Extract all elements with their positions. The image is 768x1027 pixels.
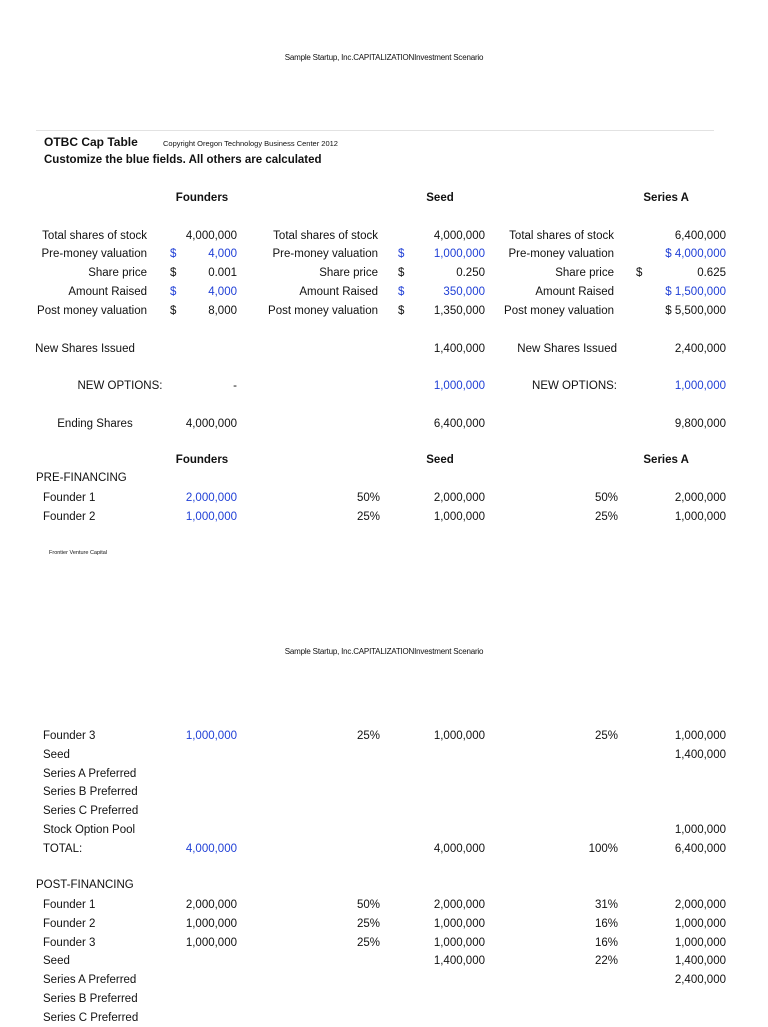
- founders-value[interactable]: 2,000,000: [185, 492, 237, 504]
- row-name: Seed: [43, 748, 70, 761]
- row-name: Founder 1: [43, 899, 96, 911]
- founders-percent: 25%: [356, 511, 380, 523]
- cap-table-title: OTBC Cap Table: [44, 135, 138, 149]
- row-name: Series B Preferred: [43, 993, 138, 1005]
- table-row: [0, 915, 768, 933]
- table-row: [0, 508, 768, 526]
- seed-value: 2,000,000: [433, 899, 485, 911]
- seed-value: 4,000,000: [433, 842, 485, 855]
- row-label: Amount Raised: [299, 286, 378, 298]
- table-row: [0, 746, 768, 764]
- founders-percent: 50%: [356, 899, 380, 911]
- seed-value: 6,400,000: [433, 418, 485, 430]
- series-a-value: 2,400,000: [674, 974, 726, 987]
- seed-value: 0.250: [456, 267, 485, 279]
- series-a-input[interactable]: $ 1,500,000: [665, 286, 726, 298]
- series-a-value: 1,400,000: [674, 748, 726, 761]
- table-row: [0, 971, 768, 989]
- seed-value: 4,000,000: [433, 230, 485, 242]
- row-label: Amount Raised: [68, 286, 147, 298]
- founders-percent: 25%: [356, 730, 380, 742]
- post-financing-label: POST-FINANCING: [36, 879, 134, 891]
- row-label: Pre-money valuation: [508, 248, 614, 260]
- founders-value: 8,000: [208, 305, 237, 317]
- table-row: [0, 727, 768, 745]
- dollar-sign: $: [170, 267, 177, 279]
- row-label: Post money valuation: [268, 305, 378, 317]
- series-a-value: 2,000,000: [674, 492, 726, 504]
- dollar-sign: $: [398, 305, 405, 317]
- row-label: NEW OPTIONS:: [532, 380, 617, 392]
- row-name: Founder 3: [43, 730, 96, 742]
- table-row: [0, 934, 768, 952]
- founders-value: -: [233, 380, 237, 392]
- founders-value: 2,000,000: [185, 899, 237, 911]
- col-header-founders: Founders: [175, 192, 229, 204]
- table-row: [0, 489, 768, 507]
- table-row: [0, 802, 768, 820]
- seed-percent: 31%: [594, 899, 618, 911]
- row-label: Share price: [88, 267, 147, 279]
- founders-value: 4,000,000: [185, 230, 237, 242]
- pre-financing-label: PRE-FINANCING: [36, 472, 127, 484]
- row-ending-shares: [0, 415, 768, 433]
- founders-value: 1,000,000: [185, 936, 237, 949]
- row-label: Post money valuation: [504, 305, 614, 317]
- series-a-value: 9,800,000: [674, 418, 726, 430]
- series-a-value: 1,000,000: [674, 917, 726, 930]
- row-name: Seed: [43, 955, 70, 968]
- row-label: New Shares Issued: [517, 343, 617, 355]
- founders-percent: 50%: [356, 492, 380, 504]
- row-label: Total shares of stock: [509, 230, 614, 242]
- seed-input[interactable]: 350,000: [443, 286, 485, 298]
- row-name: TOTAL:: [43, 842, 83, 855]
- row-label: NEW OPTIONS:: [77, 380, 163, 392]
- table-row: [0, 783, 768, 801]
- seed-value: 1,350,000: [433, 305, 485, 317]
- col-header-seed: Seed: [426, 454, 454, 466]
- series-a-value: 2,400,000: [674, 343, 726, 355]
- founders-percent: 25%: [356, 917, 380, 930]
- table-row: [0, 765, 768, 783]
- seed-value: 1,400,000: [433, 955, 485, 968]
- row-label: Pre-money valuation: [41, 248, 147, 260]
- founders-value[interactable]: 4,000,000: [185, 842, 237, 855]
- seed-value: 1,000,000: [433, 936, 485, 949]
- col-header-series-a: Series A: [643, 192, 689, 204]
- row-label: Amount Raised: [535, 286, 614, 298]
- row-label: Post money valuation: [37, 305, 147, 317]
- row-name: Stock Option Pool: [43, 824, 136, 836]
- table-row: [0, 990, 768, 1008]
- col-header-founders: Founders: [175, 454, 229, 466]
- col-header-seed: Seed: [426, 192, 454, 204]
- row-name: Series A Preferred: [43, 767, 137, 780]
- row-total-shares: [0, 227, 768, 245]
- row-name: Series C Preferred: [43, 805, 139, 818]
- col-header-series-a: Series A: [643, 454, 689, 466]
- row-label: Share price: [555, 267, 614, 279]
- series-a-value: 1,000,000: [674, 511, 726, 523]
- founders-input[interactable]: 4,000: [208, 286, 237, 298]
- row-name: Founder 2: [43, 511, 96, 523]
- founders-value: 1,000,000: [185, 917, 237, 930]
- table-row: [0, 896, 768, 914]
- row-label: New Shares Issued: [35, 343, 135, 355]
- seed-percent: 16%: [594, 936, 618, 949]
- series-a-value: $ 5,500,000: [665, 305, 726, 317]
- row-name: Founder 2: [43, 917, 96, 930]
- dollar-sign: $: [398, 267, 405, 279]
- page-header: Sample Startup, Inc.CAPITALIZATIONInvestment Scenario: [284, 647, 484, 656]
- table-row: [0, 821, 768, 839]
- series-a-value: 1,000,000: [674, 936, 726, 949]
- dollar-sign: $: [398, 248, 405, 260]
- dollar-sign: $: [170, 248, 177, 260]
- seed-percent: 16%: [594, 917, 618, 930]
- series-a-value: 2,000,000: [674, 899, 726, 911]
- row-new-shares: [0, 340, 768, 358]
- dollar-sign: $: [398, 286, 405, 298]
- table-row: [0, 840, 768, 858]
- row-pre-money: [0, 245, 768, 263]
- seed-percent: 25%: [594, 511, 618, 523]
- row-label: Ending Shares: [57, 418, 133, 430]
- series-a-value: 0.625: [697, 267, 726, 279]
- seed-percent: 25%: [594, 730, 618, 742]
- page-header: Sample Startup, Inc.CAPITALIZATIONInvestment Scenario: [284, 53, 484, 62]
- footer-note: Frontier Venture Capital: [49, 550, 108, 556]
- founders-value[interactable]: 1,000,000: [185, 511, 237, 523]
- instructions: Customize the blue fields. All others are calculated: [44, 154, 322, 166]
- series-a-input[interactable]: $ 4,000,000: [665, 248, 726, 260]
- row-name: Founder 3: [43, 936, 96, 949]
- row-share-price: [0, 264, 768, 282]
- row-post-money: [0, 302, 768, 320]
- seed-input[interactable]: 1,000,000: [433, 248, 485, 260]
- row-name: Series C Preferred: [43, 1011, 139, 1024]
- row-label: Total shares of stock: [273, 230, 378, 242]
- dollar-sign: $: [170, 286, 177, 298]
- seed-percent: 100%: [588, 842, 618, 855]
- series-a-input[interactable]: 1,000,000: [674, 380, 726, 392]
- dollar-sign: $: [636, 267, 643, 279]
- founders-value[interactable]: 1,000,000: [185, 730, 237, 742]
- series-a-value: 6,400,000: [674, 842, 726, 855]
- row-name: Series A Preferred: [43, 974, 137, 987]
- founders-value: 4,000,000: [185, 418, 237, 430]
- row-label: Share price: [319, 267, 378, 279]
- founders-percent: 25%: [356, 936, 380, 949]
- row-amount-raised: [0, 283, 768, 301]
- dollar-sign: $: [170, 305, 177, 317]
- seed-percent: 22%: [594, 955, 618, 968]
- table-row: [0, 952, 768, 970]
- row-new-options: [0, 377, 768, 395]
- series-a-value: 1,400,000: [674, 955, 726, 968]
- seed-value: 1,000,000: [433, 730, 485, 742]
- row-label: Total shares of stock: [42, 230, 147, 242]
- series-a-value: 6,400,000: [674, 230, 726, 242]
- row-name: Founder 1: [43, 492, 96, 504]
- seed-value: 1,000,000: [433, 511, 485, 523]
- copyright-note: Copyright Oregon Technology Business Center 2012: [163, 139, 338, 148]
- seed-percent: 50%: [594, 492, 618, 504]
- seed-input[interactable]: 1,000,000: [433, 380, 485, 392]
- series-a-value: 1,000,000: [674, 824, 726, 836]
- series-a-value: 1,000,000: [674, 730, 726, 742]
- row-name: Series B Preferred: [43, 786, 138, 799]
- founders-value: 0.001: [208, 267, 237, 279]
- row-label: Pre-money valuation: [272, 248, 378, 260]
- table-row: [0, 1009, 768, 1027]
- seed-value: 2,000,000: [433, 492, 485, 504]
- founders-input[interactable]: 4,000: [208, 248, 237, 260]
- seed-value: 1,400,000: [433, 343, 485, 355]
- seed-value: 1,000,000: [433, 917, 485, 930]
- divider: [36, 130, 714, 131]
